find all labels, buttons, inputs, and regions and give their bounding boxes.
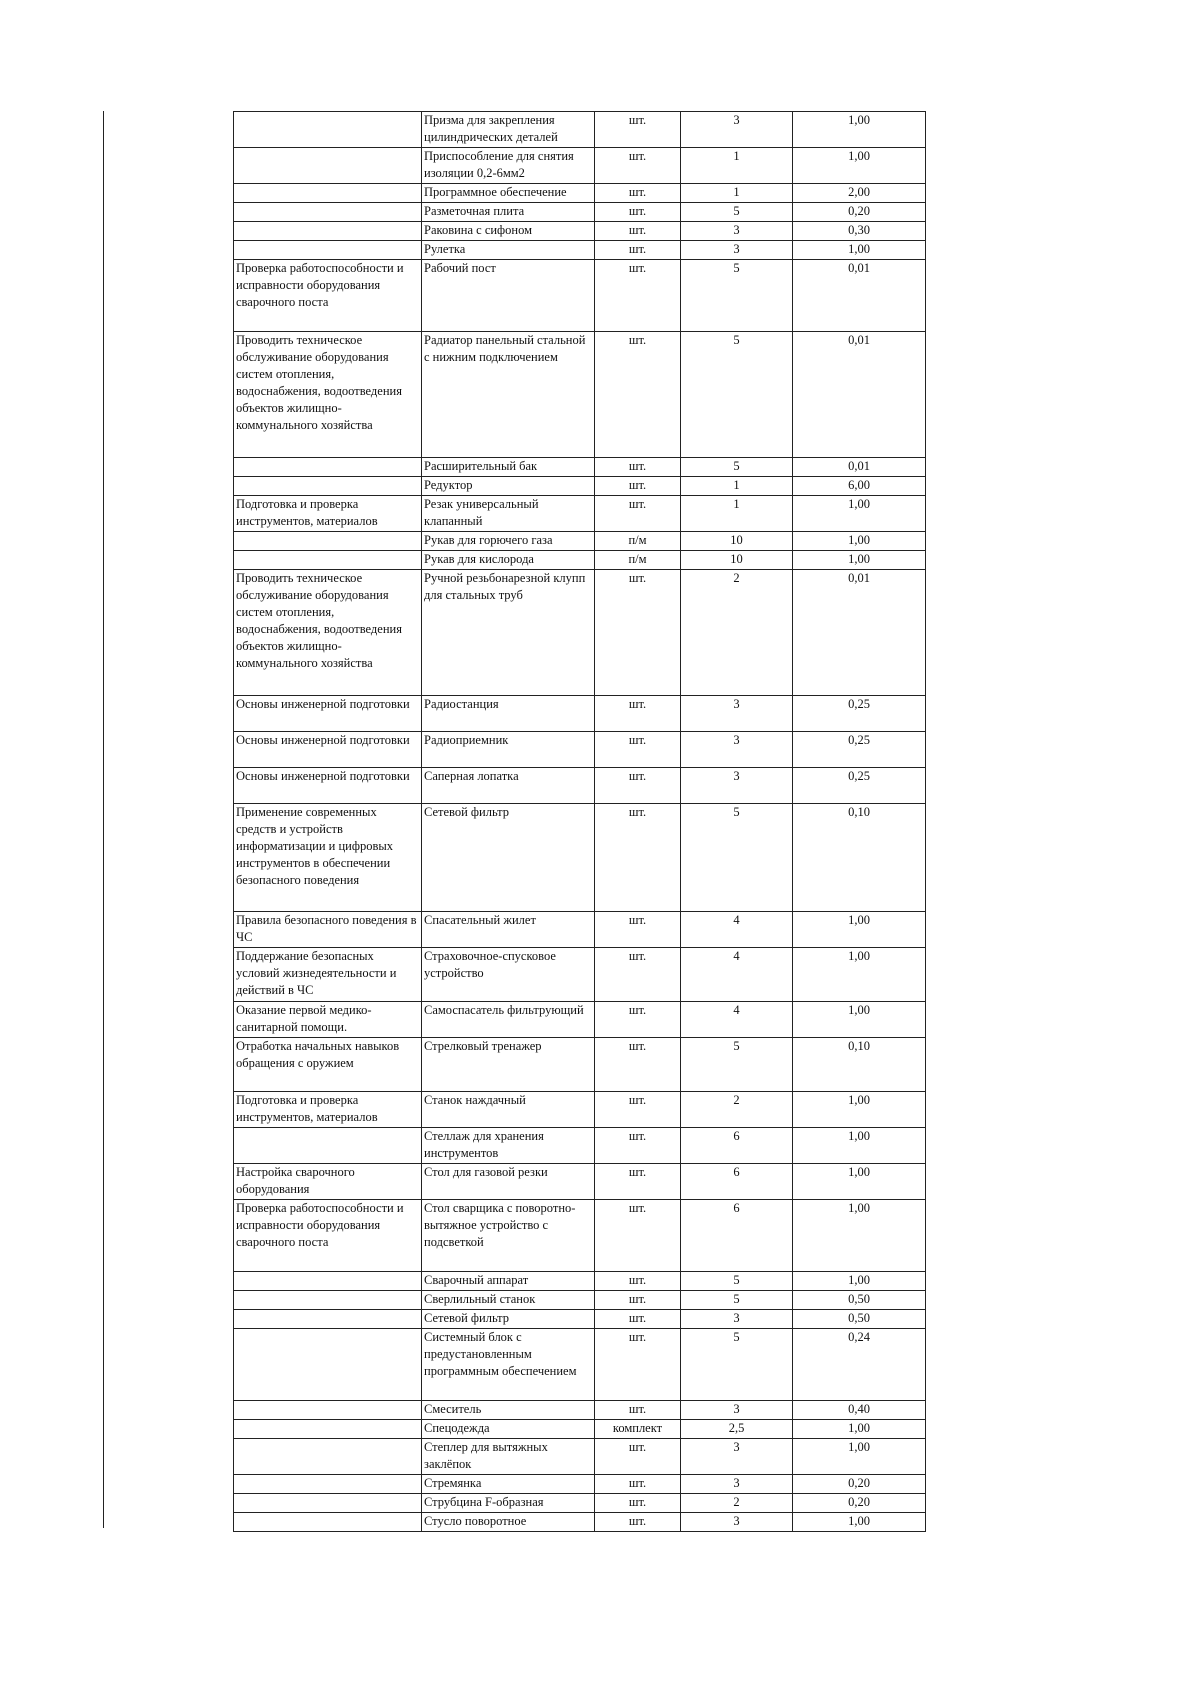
- item-name-cell: Сварочный аппарат: [422, 1272, 595, 1291]
- coefficient-cell: 1,00: [793, 148, 926, 184]
- item-name-cell: Станок наждачный: [422, 1092, 595, 1128]
- unit-cell: шт.: [595, 112, 681, 148]
- unit-cell: шт.: [595, 241, 681, 260]
- table-row: [234, 551, 926, 570]
- coefficient-cell: 0,01: [793, 570, 926, 696]
- quantity-cell: 1: [681, 496, 793, 532]
- coefficient-cell: 0,25: [793, 768, 926, 804]
- item-name-cell: Призма для закрепления цилиндрических деталей: [422, 112, 595, 148]
- item-name-cell: Рукав для кислорода: [422, 551, 595, 570]
- table-row: [234, 1128, 926, 1164]
- activity-cell: Применение современных средств и устройств информатизации и цифровых инструментов в обеспечении безопасного поведения: [234, 804, 422, 912]
- activity-cell: Подготовка и проверка инструментов, материалов: [234, 496, 422, 532]
- coefficient-cell: 0,20: [793, 203, 926, 222]
- table-row: [234, 241, 926, 260]
- unit-cell: шт.: [595, 184, 681, 203]
- quantity-cell: 6: [681, 1200, 793, 1272]
- item-name-cell: Стол для газовой резки: [422, 1164, 595, 1200]
- item-name-cell: Резак универсальный клапанный: [422, 496, 595, 532]
- coefficient-cell: 0,50: [793, 1310, 926, 1329]
- activity-cell: [234, 1272, 422, 1291]
- coefficient-cell: 1,00: [793, 1439, 926, 1475]
- unit-cell: шт.: [595, 1475, 681, 1494]
- coefficient-cell: 0,24: [793, 1329, 926, 1401]
- activity-cell: Основы инженерной подготовки: [234, 768, 422, 804]
- activity-cell: [234, 222, 422, 241]
- quantity-cell: 3: [681, 1439, 793, 1475]
- coefficient-cell: 2,00: [793, 184, 926, 203]
- quantity-cell: 4: [681, 1002, 793, 1038]
- quantity-cell: 3: [681, 241, 793, 260]
- item-name-cell: Стеллаж для хранения инструментов: [422, 1128, 595, 1164]
- activity-cell: Оказание первой медико-санитарной помощи.: [234, 1002, 422, 1038]
- coefficient-cell: 0,10: [793, 804, 926, 912]
- activity-cell: Настройка сварочного оборудования: [234, 1164, 422, 1200]
- unit-cell: шт.: [595, 1128, 681, 1164]
- coefficient-cell: 1,00: [793, 551, 926, 570]
- coefficient-cell: 1,00: [793, 1002, 926, 1038]
- unit-cell: шт.: [595, 148, 681, 184]
- item-name-cell: Радиоприемник: [422, 732, 595, 768]
- item-name-cell: Радиостанция: [422, 696, 595, 732]
- unit-cell: шт.: [595, 732, 681, 768]
- activity-cell: [234, 241, 422, 260]
- activity-cell: [234, 203, 422, 222]
- quantity-cell: 2: [681, 570, 793, 696]
- table-row: [234, 1494, 926, 1513]
- table-row: [234, 1038, 926, 1092]
- coefficient-cell: 1,00: [793, 241, 926, 260]
- table-row: [234, 477, 926, 496]
- coefficient-cell: 1,00: [793, 1128, 926, 1164]
- table-row: [234, 1002, 926, 1038]
- unit-cell: шт.: [595, 1494, 681, 1513]
- quantity-cell: 3: [681, 1513, 793, 1532]
- activity-cell: [234, 148, 422, 184]
- unit-cell: шт.: [595, 1401, 681, 1420]
- quantity-cell: 3: [681, 1310, 793, 1329]
- table-row: [234, 203, 926, 222]
- coefficient-cell: 1,00: [793, 1200, 926, 1272]
- unit-cell: шт.: [595, 696, 681, 732]
- activity-cell: Правила безопасного поведения в ЧС: [234, 912, 422, 948]
- unit-cell: шт.: [595, 1513, 681, 1532]
- unit-cell: шт.: [595, 1164, 681, 1200]
- table-row: [234, 1401, 926, 1420]
- coefficient-cell: 1,00: [793, 1420, 926, 1439]
- activity-cell: [234, 112, 422, 148]
- table-row: [234, 1164, 926, 1200]
- coefficient-cell: 1,00: [793, 1272, 926, 1291]
- activity-cell: [234, 1439, 422, 1475]
- coefficient-cell: 1,00: [793, 532, 926, 551]
- coefficient-cell: 1,00: [793, 912, 926, 948]
- coefficient-cell: 0,01: [793, 458, 926, 477]
- table-row: [234, 1200, 926, 1272]
- activity-cell: [234, 477, 422, 496]
- table-row: [234, 570, 926, 696]
- table-row: [234, 532, 926, 551]
- item-name-cell: Приспособление для снятия изоляции 0,2-6мм2: [422, 148, 595, 184]
- item-name-cell: Системный блок с предустановленным программным обеспечением: [422, 1329, 595, 1401]
- table-row: [234, 260, 926, 332]
- item-name-cell: Стремянка: [422, 1475, 595, 1494]
- table-row: [234, 1092, 926, 1128]
- table-row: [234, 1310, 926, 1329]
- unit-cell: шт.: [595, 570, 681, 696]
- unit-cell: шт.: [595, 496, 681, 532]
- unit-cell: комплект: [595, 1420, 681, 1439]
- quantity-cell: 4: [681, 948, 793, 1002]
- coefficient-cell: 0,20: [793, 1494, 926, 1513]
- item-name-cell: Самоспасатель фильтрующий: [422, 1002, 595, 1038]
- quantity-cell: 3: [681, 1475, 793, 1494]
- unit-cell: шт.: [595, 1310, 681, 1329]
- quantity-cell: 3: [681, 112, 793, 148]
- quantity-cell: 5: [681, 260, 793, 332]
- page-margin-line: [103, 111, 104, 1528]
- item-name-cell: Сетевой фильтр: [422, 1310, 595, 1329]
- item-name-cell: Расширительный бак: [422, 458, 595, 477]
- item-name-cell: Сетевой фильтр: [422, 804, 595, 912]
- item-name-cell: Рабочий пост: [422, 260, 595, 332]
- item-name-cell: Струбцина F-образная: [422, 1494, 595, 1513]
- item-name-cell: Раковина с сифоном: [422, 222, 595, 241]
- quantity-cell: 4: [681, 912, 793, 948]
- item-name-cell: Стрелковый тренажер: [422, 1038, 595, 1092]
- activity-cell: [234, 1420, 422, 1439]
- table-row: [234, 1420, 926, 1439]
- item-name-cell: Радиатор панельный стальной с нижним подключением: [422, 332, 595, 458]
- coefficient-cell: 1,00: [793, 1164, 926, 1200]
- quantity-cell: 2: [681, 1494, 793, 1513]
- activity-cell: [234, 1513, 422, 1532]
- item-name-cell: Рукав для горючего газа: [422, 532, 595, 551]
- coefficient-cell: 0,40: [793, 1401, 926, 1420]
- unit-cell: п/м: [595, 532, 681, 551]
- quantity-cell: 1: [681, 477, 793, 496]
- quantity-cell: 5: [681, 332, 793, 458]
- coefficient-cell: 0,30: [793, 222, 926, 241]
- unit-cell: шт.: [595, 222, 681, 241]
- item-name-cell: Разметочная плита: [422, 203, 595, 222]
- quantity-cell: 5: [681, 458, 793, 477]
- activity-cell: [234, 458, 422, 477]
- activity-cell: Проводить техническое обслуживание оборудования систем отопления, водоснабжения, водоотведения объектов жилищно-коммунального хозяйства: [234, 332, 422, 458]
- coefficient-cell: 1,00: [793, 1513, 926, 1532]
- quantity-cell: 3: [681, 768, 793, 804]
- equipment-table: [233, 111, 926, 1532]
- coefficient-cell: 0,25: [793, 732, 926, 768]
- activity-cell: [234, 1329, 422, 1401]
- table-row: [234, 496, 926, 532]
- table-row: [234, 332, 926, 458]
- unit-cell: шт.: [595, 1038, 681, 1092]
- table-row: [234, 184, 926, 203]
- item-name-cell: Редуктор: [422, 477, 595, 496]
- activity-cell: [234, 1494, 422, 1513]
- table-row: [234, 1329, 926, 1401]
- unit-cell: шт.: [595, 458, 681, 477]
- table-row: [234, 1475, 926, 1494]
- activity-cell: Проводить техническое обслуживание оборудования систем отопления, водоснабжения, водоотведения объектов жилищно-коммунального хозяйства: [234, 570, 422, 696]
- table-row: [234, 148, 926, 184]
- quantity-cell: 5: [681, 1038, 793, 1092]
- coefficient-cell: 1,00: [793, 948, 926, 1002]
- unit-cell: шт.: [595, 477, 681, 496]
- activity-cell: [234, 184, 422, 203]
- table-row: [234, 732, 926, 768]
- activity-cell: Проверка работоспособности и исправности оборудования сварочного поста: [234, 1200, 422, 1272]
- table-row: [234, 1272, 926, 1291]
- item-name-cell: Стол сварщика с поворотно-вытяжное устройство с подсветкой: [422, 1200, 595, 1272]
- unit-cell: шт.: [595, 804, 681, 912]
- quantity-cell: 5: [681, 1272, 793, 1291]
- item-name-cell: Ручной резьбонарезной клупп для стальных труб: [422, 570, 595, 696]
- quantity-cell: 2: [681, 1092, 793, 1128]
- item-name-cell: Сверлильный станок: [422, 1291, 595, 1310]
- activity-cell: Проверка работоспособности и исправности оборудования сварочного поста: [234, 260, 422, 332]
- unit-cell: шт.: [595, 948, 681, 1002]
- activity-cell: Основы инженерной подготовки: [234, 732, 422, 768]
- unit-cell: шт.: [595, 1329, 681, 1401]
- coefficient-cell: 6,00: [793, 477, 926, 496]
- table-row: [234, 1513, 926, 1532]
- activity-cell: [234, 532, 422, 551]
- quantity-cell: 5: [681, 1291, 793, 1310]
- quantity-cell: 5: [681, 1329, 793, 1401]
- unit-cell: шт.: [595, 1200, 681, 1272]
- item-name-cell: Спасательный жилет: [422, 912, 595, 948]
- table-row: [234, 912, 926, 948]
- table-row: [234, 458, 926, 477]
- activity-cell: Подготовка и проверка инструментов, материалов: [234, 1092, 422, 1128]
- quantity-cell: 6: [681, 1164, 793, 1200]
- quantity-cell: 5: [681, 203, 793, 222]
- item-name-cell: Программное обеспечение: [422, 184, 595, 203]
- item-name-cell: Рулетка: [422, 241, 595, 260]
- coefficient-cell: 0,20: [793, 1475, 926, 1494]
- quantity-cell: 2,5: [681, 1420, 793, 1439]
- unit-cell: шт.: [595, 912, 681, 948]
- coefficient-cell: 0,25: [793, 696, 926, 732]
- quantity-cell: 10: [681, 532, 793, 551]
- activity-cell: [234, 1310, 422, 1329]
- quantity-cell: 1: [681, 148, 793, 184]
- activity-cell: [234, 1401, 422, 1420]
- quantity-cell: 1: [681, 184, 793, 203]
- quantity-cell: 5: [681, 804, 793, 912]
- quantity-cell: 3: [681, 696, 793, 732]
- activity-cell: [234, 1475, 422, 1494]
- unit-cell: шт.: [595, 768, 681, 804]
- coefficient-cell: 0,01: [793, 260, 926, 332]
- table-row: [234, 696, 926, 732]
- coefficient-cell: 1,00: [793, 112, 926, 148]
- coefficient-cell: 1,00: [793, 1092, 926, 1128]
- activity-cell: [234, 551, 422, 570]
- quantity-cell: 3: [681, 732, 793, 768]
- unit-cell: шт.: [595, 1439, 681, 1475]
- coefficient-cell: 1,00: [793, 496, 926, 532]
- table-row: [234, 222, 926, 241]
- quantity-cell: 3: [681, 222, 793, 241]
- activity-cell: [234, 1291, 422, 1310]
- table-row: [234, 1439, 926, 1475]
- coefficient-cell: 0,50: [793, 1291, 926, 1310]
- table-row: [234, 112, 926, 148]
- item-name-cell: Саперная лопатка: [422, 768, 595, 804]
- activity-cell: Отработка начальных навыков обращения с оружием: [234, 1038, 422, 1092]
- unit-cell: шт.: [595, 1092, 681, 1128]
- table-row: [234, 768, 926, 804]
- quantity-cell: 6: [681, 1128, 793, 1164]
- table-row: [234, 804, 926, 912]
- coefficient-cell: 0,10: [793, 1038, 926, 1092]
- table-row: [234, 948, 926, 1002]
- unit-cell: шт.: [595, 1002, 681, 1038]
- coefficient-cell: 0,01: [793, 332, 926, 458]
- unit-cell: п/м: [595, 551, 681, 570]
- item-name-cell: Стусло поворотное: [422, 1513, 595, 1532]
- item-name-cell: Степлер для вытяжных заклёпок: [422, 1439, 595, 1475]
- unit-cell: шт.: [595, 332, 681, 458]
- quantity-cell: 3: [681, 1401, 793, 1420]
- unit-cell: шт.: [595, 203, 681, 222]
- table-row: [234, 1291, 926, 1310]
- item-name-cell: Смеситель: [422, 1401, 595, 1420]
- item-name-cell: Страховочное-спусковое устройство: [422, 948, 595, 1002]
- item-name-cell: Спецодежда: [422, 1420, 595, 1439]
- activity-cell: Основы инженерной подготовки: [234, 696, 422, 732]
- equipment-table-body: [234, 112, 926, 1532]
- unit-cell: шт.: [595, 1291, 681, 1310]
- activity-cell: Поддержание безопасных условий жизнедеятельности и действий в ЧС: [234, 948, 422, 1002]
- activity-cell: [234, 1128, 422, 1164]
- unit-cell: шт.: [595, 260, 681, 332]
- quantity-cell: 10: [681, 551, 793, 570]
- unit-cell: шт.: [595, 1272, 681, 1291]
